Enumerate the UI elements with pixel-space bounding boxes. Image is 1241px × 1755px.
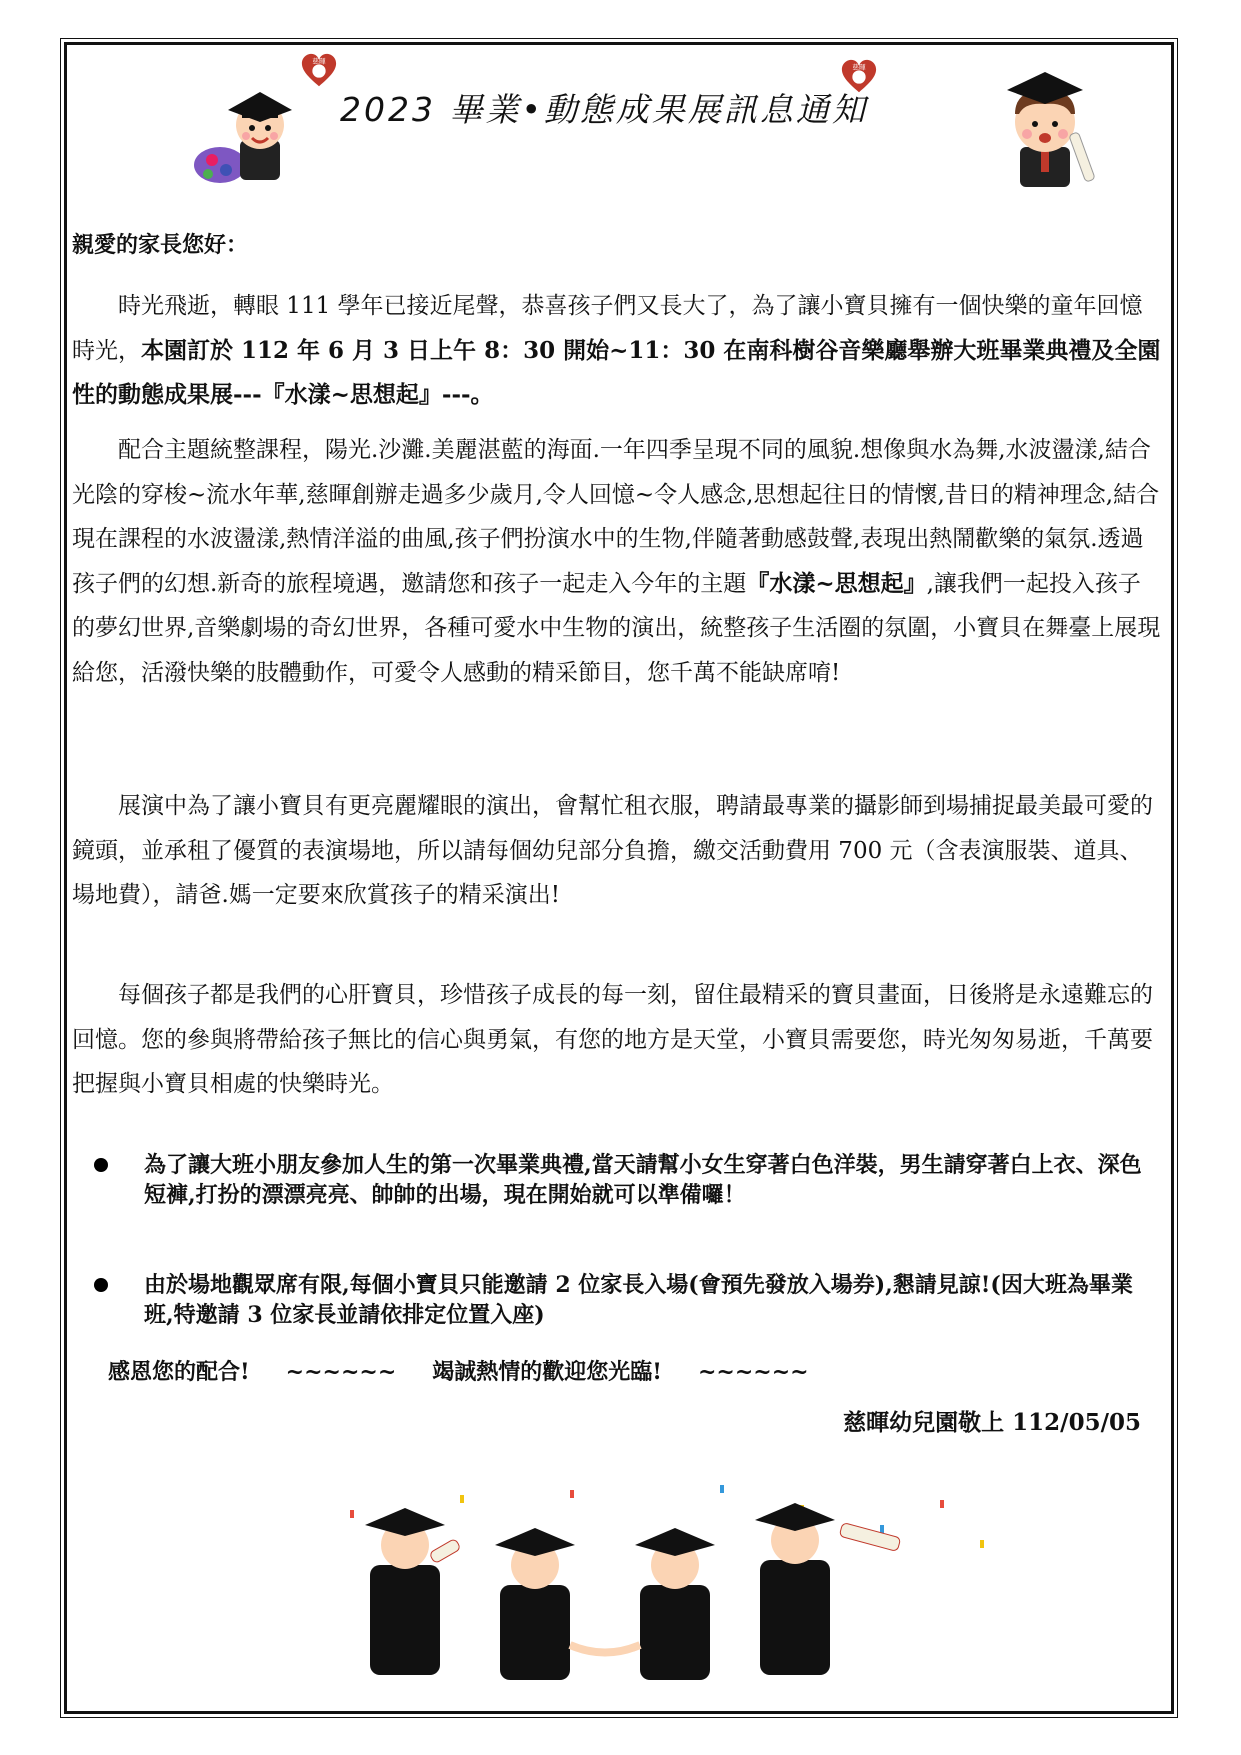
paragraph-text: ,讓我們一起投入孩子的夢幻世界,音樂劇場的奇幻世界，各種可愛水中生物的演出，統整孩子生活圈的氛圍，小寶貝在舞臺上展現給您，活潑快樂的肢體動作，可愛令人感動的精采節目，您千萬不能缺席唷! xyxy=(72,570,1161,686)
paragraph-fees xyxy=(72,784,1162,918)
paragraph-closing xyxy=(72,973,1162,1107)
paragraph-text: 配合主題統整課程，陽光.沙灘.美麗湛藍的海面.一年四季呈現不同的風貌.想像與水為舞,水波盪漾,結合光陰的穿梭~流水年華,慈暉創辦走過多少歲月,令人回憶~令人感念,思想起往日的情懷,昔日的精神理念,結合現在課程的水波盪漾,熱情洋溢的曲風,孩子們扮演水中的生物,伴隨著動感鼓聲,表現出熱鬧歡樂的氣氛.透過孩子們的幻想.新奇的旅程境遇，邀請您和孩子一起走入今年的主題 xyxy=(72,437,1160,597)
paragraph-theme xyxy=(72,428,1162,695)
page-title: 2023 畢業•動態成果展訊息通知 xyxy=(340,90,868,129)
note-item xyxy=(90,1150,1150,1210)
greeting: 親愛的家長您好： xyxy=(72,232,249,258)
paragraph-text: 時光飛逝，轉眼 111 學年已接近尾聲，恭喜孩子們又長大了，為了讓小寶貝擁有一個快樂的童年回憶時光， xyxy=(72,293,1143,364)
note-text: 由於場地觀眾席有限,每個小寶貝只能邀請 2 位家長入場(會預先發放入場券),懇請見諒!(因大班為畢業班,特邀請 3 位家長並請依排定位置入座) xyxy=(144,1272,1133,1328)
thanks-text: 感恩您的配合! xyxy=(108,1359,250,1385)
tilde-decoration: ~~~~~~ xyxy=(285,1359,397,1385)
paragraph-event-info xyxy=(72,284,1162,418)
bullet-icon xyxy=(94,1278,108,1292)
bullet-icon xyxy=(94,1158,108,1172)
event-details: 本園訂於 112 年 6 月 3 日上午 8：30 開始~11：30 在南科樹谷音樂廳舉辦大班畢業典禮及全園性的動態成果展---『水漾~思想起』---。 xyxy=(72,336,1161,408)
note-item xyxy=(90,1270,1150,1330)
closing-line xyxy=(108,1355,845,1386)
paragraph-text: 每個孩子都是我們的心肝寶貝，珍惜孩子成長的每一刻，留住最精采的寶貝畫面，日後將是永遠難忘的回憶。您的參與將帶給孩子無比的信心與勇氣，有您的地方是天堂，小寶貝需要您，時光匆匆易逝，千萬要把握與小寶貝相處的快樂時光。 xyxy=(72,982,1153,1097)
svg-text:慈暉: 慈暉 xyxy=(312,57,326,66)
theme-name: 『水漾~思想起』 xyxy=(746,569,927,597)
graduate-boy-illustration xyxy=(180,70,310,190)
graduates-illustration xyxy=(320,1470,1020,1690)
svg-text:慈暉: 慈暉 xyxy=(852,63,866,72)
tilde-decoration: ~~~~~~ xyxy=(697,1359,809,1385)
graduate-girl-illustration xyxy=(985,62,1110,192)
signature: 慈暉幼兒園敬上 112/05/05 xyxy=(843,1409,1141,1436)
paragraph-text: 展演中為了讓小寶貝有更亮麗耀眼的演出，會幫忙租衣服，聘請最專業的攝影師到場捕捉最美最可愛的鏡頭，並承租了優質的表演場地，所以請每個幼兒部分負擔，繳交活動費用 700 元（含表演服裝、道具、場地費），請爸.媽一定要來欣賞孩子的精采演出! xyxy=(72,793,1153,908)
note-text: 為了讓大班小朋友參加人生的第一次畢業典禮,當天請幫小女生穿著白色洋裝，男生請穿著白上衣、深色短褲,打扮的漂漂亮亮、帥帥的出場，現在開始就可以準備囉！ xyxy=(144,1152,1142,1208)
welcome-text: 竭誠熱情的歡迎您光臨! xyxy=(432,1359,662,1385)
